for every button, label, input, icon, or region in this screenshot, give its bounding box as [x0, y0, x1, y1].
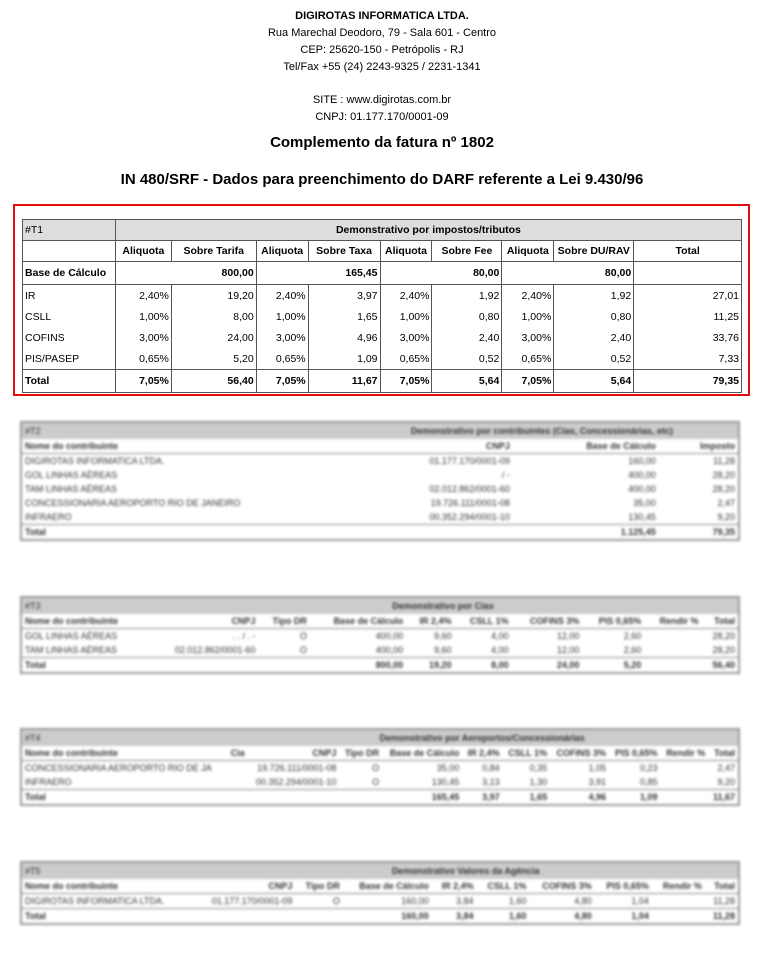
t1-caption: Demonstrativo por impostos/tributos [115, 220, 741, 241]
t5-caption: Demonstrativo Valores da Agência [193, 863, 738, 879]
t4-col-header: Rendir % [660, 746, 708, 761]
t1-base-total [634, 262, 742, 285]
t1-cell: 2,40% [380, 285, 432, 307]
t1-cell: 7,33 [634, 348, 742, 370]
t4-total-cell: 1,65 [503, 790, 551, 805]
t3-cell: 28,20 [712, 645, 735, 655]
t5-total-cell: 1,60 [477, 909, 530, 924]
t3-cell: . . / . - [232, 631, 256, 641]
t5-cell: 1,60 [508, 896, 527, 906]
t3-section [20, 596, 740, 674]
t4-total-cell: 3,97 [462, 790, 502, 805]
t1-total-cell: 5,64 [554, 370, 634, 393]
t5-total-cell: 3,84 [432, 909, 477, 924]
t3-cell: 4,00 [491, 645, 509, 655]
t1-total-cell: 7,05% [380, 370, 432, 393]
t1-base-fee: 80,00 [380, 262, 502, 285]
t1-cell: 2,40 [432, 327, 502, 348]
t4-cell: 2,47 [717, 763, 735, 773]
t2-cell: GOL LINHAS AÉREAS [25, 470, 118, 480]
t3-cell: O [299, 631, 307, 641]
t1-col-header: Aliquota [256, 241, 308, 262]
t4-cell: O [372, 763, 380, 773]
t3-col-header: Total [702, 614, 738, 629]
t3-total-cell: 19,20 [406, 658, 454, 673]
t3-col-header: CNPJ [148, 614, 258, 629]
t5-cell: DIGIROTAS INFORMATICA LTDA. [25, 896, 165, 906]
t3-total-cell [258, 658, 309, 673]
t2-col-header: CNPJ [346, 439, 513, 454]
t2-total-cell: 79,35 [659, 525, 738, 540]
t1-corner-cell [23, 241, 116, 262]
t2-caption-row [22, 423, 738, 439]
t2-cell: DIGIROTAS INFORMATICA LTDA. [25, 456, 165, 466]
t4-cell: 130,45 [431, 777, 460, 787]
t4-caption-row [22, 730, 738, 746]
t5-header-row [22, 879, 738, 894]
t5-cell: 1,04 [631, 896, 649, 906]
t4-col-header: COFINS 3% [550, 746, 609, 761]
t5-cell: O [332, 896, 340, 906]
t1-base-label: Base de Cálculo [23, 262, 116, 285]
t1-col-header: Total [634, 241, 742, 262]
t1-total-cell: 7,05% [502, 370, 554, 393]
t3-col-header: CSLL 1% [455, 614, 512, 629]
t2-caption: Demonstrativo por contribuintes (Cias, Concessionárias, etc) [346, 423, 738, 439]
t2-col-header: Nome do contribuinte [22, 439, 346, 454]
t5-total-cell: 4,80 [529, 909, 594, 924]
t3-col-header: COFINS 3% [512, 614, 583, 629]
t3-id: #T3 [22, 598, 148, 614]
t1-col-header: Sobre Fee [432, 241, 502, 262]
t4-total-cell [339, 790, 382, 805]
t1-cell: 1,92 [432, 285, 502, 307]
t2-cell: 02.012.862/0001-60 [429, 484, 510, 494]
t4-cell: 1,30 [529, 777, 548, 787]
t3-col-header: IR 2,4% [406, 614, 454, 629]
t5-col-header: PIS 0,65% [595, 879, 652, 894]
t1-cell: 1,00% [502, 306, 554, 327]
t4-cell: 19.726.111/0001-08 [257, 763, 337, 773]
t5-total-cell [652, 909, 705, 924]
t4-row [22, 775, 738, 790]
t1-cell: 0,80 [554, 306, 634, 327]
t3-cell: 2,60 [623, 631, 642, 641]
t1-cell: 0,80 [432, 306, 502, 327]
t4-cell [226, 775, 247, 790]
t5-col-header: Tipo DR [295, 879, 343, 894]
t4-cell [660, 775, 708, 790]
t2-total-cell: 1.125,45 [513, 525, 659, 540]
t2-cell: 28,20 [712, 470, 735, 480]
t3-row [22, 643, 738, 658]
t5-col-header: Total [705, 879, 738, 894]
t2-table [22, 423, 738, 539]
t2-cell: 130,45 [628, 512, 656, 522]
t4-cell: O [372, 777, 380, 787]
t4-cell: CONCESSIONARIA AEROPORTO RIO DE JA [25, 763, 212, 773]
t2-cell: 160,00 [628, 456, 656, 466]
t3-total-row [22, 658, 738, 673]
t2-header-row [22, 439, 738, 454]
company-phone: Tel/Fax +55 (24) 2243-9325 / 2231-1341 [283, 61, 481, 73]
t2-id: #T2 [22, 423, 346, 439]
t3-caption: Demonstrativo por Cias [148, 598, 738, 614]
t1-row-name: PIS/PASEP [23, 348, 116, 370]
t3-col-header: PIS 0,65% [582, 614, 644, 629]
t1-total-label: Total [23, 370, 116, 393]
t4-col-header: Nome do contribuinte [22, 746, 226, 761]
t3-row [22, 629, 738, 644]
t4-section [20, 728, 740, 806]
t1-cell: 27,01 [634, 285, 742, 307]
company-cnpj: CNPJ: 01.177.170/0001-09 [315, 111, 449, 123]
t1-cell: 3,00% [256, 327, 308, 348]
t4-row [22, 761, 738, 776]
t2-col-header: Base de Cálculo [513, 439, 659, 454]
t2-row [22, 468, 738, 482]
t3-cell: 9,60 [434, 631, 452, 641]
t1-cell: 1,92 [554, 285, 634, 307]
t3-total-cell: 56,40 [702, 658, 738, 673]
t1-cell: 5,20 [171, 348, 256, 370]
t3-cell: TAM LINHAS AÉREAS [25, 645, 117, 655]
company-site: SITE : www.digirotas.com.br [312, 94, 452, 106]
t1-cell: 0,52 [432, 348, 502, 370]
t2-row [22, 510, 738, 525]
t5-cell [652, 894, 705, 909]
t5-col-header: Nome do contribuinte [22, 879, 193, 894]
t5-col-header: Rendir % [652, 879, 705, 894]
t3-total-cell: Total [22, 658, 148, 673]
t1-total-cell: 79,35 [634, 370, 742, 393]
t2-section [20, 421, 740, 541]
t4-header-row [22, 746, 738, 761]
t3-caption-row [22, 598, 738, 614]
t1-col-header: Sobre Taxa [308, 241, 380, 262]
t1-total-cell: 11,67 [308, 370, 380, 393]
t4-col-header: IR 2,4% [462, 746, 502, 761]
t2-col-header: Imposto [659, 439, 738, 454]
t2-total-cell [346, 525, 513, 540]
t1-id: #T1 [23, 220, 116, 241]
t3-cell: 28,20 [712, 631, 735, 641]
t1-col-header: Sobre DU/RAV [554, 241, 634, 262]
t5-total-cell: 11,28 [705, 909, 738, 924]
t4-cell: 9,20 [717, 777, 735, 787]
t1-base-tarifa: 800,00 [115, 262, 256, 285]
t4-cell: 35,00 [436, 763, 460, 773]
t5-col-header: CNPJ [193, 879, 295, 894]
t4-col-header: Cia [226, 746, 247, 761]
t5-cell: 160,00 [401, 896, 429, 906]
t1-cell: 3,00% [502, 327, 554, 348]
t1-col-header: Sobre Tarifa [171, 241, 256, 262]
t4-cell: INFRAERO [25, 777, 72, 787]
t3-total-cell: 5,20 [582, 658, 644, 673]
t1-cell: 0,65% [502, 348, 554, 370]
t1-cell: 1,65 [308, 306, 380, 327]
t4-col-header: CSLL 1% [503, 746, 551, 761]
t3-cell: 12,00 [556, 631, 580, 641]
t1-cell: 11,25 [634, 306, 742, 327]
t1-row [23, 306, 742, 327]
t1-cell: 33,76 [634, 327, 742, 348]
t5-cell: 4,80 [574, 896, 592, 906]
t4-table [22, 730, 738, 804]
t2-cell: 35,00 [633, 498, 656, 508]
t5-total-cell: 1,04 [595, 909, 652, 924]
t5-col-header: IR 2,4% [432, 879, 477, 894]
t3-total-cell: 8,00 [455, 658, 512, 673]
t5-cell: 11,28 [713, 896, 735, 906]
t4-total-cell: 11,67 [708, 790, 738, 805]
t5-table [22, 863, 738, 923]
t1-cell: 0,65% [380, 348, 432, 370]
t4-cell: 3,91 [588, 777, 607, 787]
t4-cell [226, 761, 247, 776]
t5-total-cell [193, 909, 295, 924]
t3-cell: 12,00 [556, 645, 580, 655]
t2-cell: 19.726.111/0001-08 [430, 498, 510, 508]
t3-total-cell: 800,00 [310, 658, 406, 673]
t4-col-header: Total [708, 746, 738, 761]
t4-cell: 0,84 [482, 763, 500, 773]
t5-total-cell: 160,00 [343, 909, 432, 924]
t1-cell: 2,40% [502, 285, 554, 307]
t1-total-cell: 56,40 [171, 370, 256, 393]
t2-cell: 01.177.170/0001-09 [429, 456, 510, 466]
t1-row [23, 327, 742, 348]
t1-cell: 19,20 [171, 285, 256, 307]
t1-highlight-frame [13, 204, 750, 396]
t2-cell: 2,47 [717, 498, 735, 508]
t1-cell: 24,00 [171, 327, 256, 348]
t4-total-row [22, 790, 738, 805]
t5-col-header: COFINS 3% [529, 879, 594, 894]
t2-cell: 400,00 [628, 470, 656, 480]
t2-cell: 400,00 [628, 484, 656, 494]
t3-total-cell [148, 658, 258, 673]
t5-col-header: Base de Cálculo [343, 879, 432, 894]
t3-cell: 400,00 [375, 631, 404, 641]
t1-cell: 3,00% [380, 327, 432, 348]
t3-col-header: Tipo DR [258, 614, 309, 629]
t4-total-cell [660, 790, 708, 805]
t5-row [22, 894, 738, 909]
t5-total-row [22, 909, 738, 924]
t5-cell: 3,84 [456, 896, 474, 906]
t2-total-row [22, 525, 738, 540]
company-header [0, 10, 764, 128]
t2-cell: TAM LINHAS AÉREAS [25, 484, 117, 494]
t1-cell: 0,52 [554, 348, 634, 370]
t4-total-cell [248, 790, 340, 805]
t4-col-header: PIS 0,65% [609, 746, 660, 761]
t4-cell: 1,05 [588, 763, 607, 773]
t1-cell: 1,00% [115, 306, 171, 327]
t1-row-name: IR [23, 285, 116, 307]
t3-table [22, 598, 738, 672]
t2-total-cell: Total [22, 525, 346, 540]
t3-cell: 2,60 [623, 645, 642, 655]
t4-id: #T4 [22, 730, 226, 746]
t3-cell: 4,00 [491, 631, 509, 641]
t3-cell: GOL LINHAS AÉREAS [25, 631, 118, 641]
t3-header-row [22, 614, 738, 629]
t4-col-header: CNPJ [248, 746, 340, 761]
company-cep: CEP: 25620-150 - Petrópolis - RJ [300, 44, 464, 56]
t1-cell: 1,00% [380, 306, 432, 327]
t1-base-taxa: 165,45 [256, 262, 380, 285]
t3-cell: O [299, 645, 307, 655]
t3-cell: 02.012.862/0001-60 [174, 645, 256, 655]
t4-total-cell [226, 790, 247, 805]
t2-cell: 00.352.294/0001-10 [429, 512, 510, 522]
t4-cell: 0,23 [639, 763, 658, 773]
t4-cell: 0,85 [639, 777, 658, 787]
t4-col-header: Base de Cálculo [382, 746, 462, 761]
t4-cell: 3,13 [482, 777, 500, 787]
t1-cell: 4,96 [308, 327, 380, 348]
t2-row [22, 496, 738, 510]
t1-total-cell: 7,05% [256, 370, 308, 393]
t5-col-header: CSLL 1% [477, 879, 530, 894]
t1-row [23, 348, 742, 370]
t1-cell: 2,40% [115, 285, 171, 307]
page-title: Complemento da fatura nº 1802 [270, 134, 494, 151]
t2-cell: / - [501, 470, 510, 480]
t4-cell [660, 761, 708, 776]
t1-row-name: CSLL [23, 306, 116, 327]
t1-col-header: Aliquota [380, 241, 432, 262]
t3-total-cell: 24,00 [512, 658, 583, 673]
t1-cell: 3,97 [308, 285, 380, 307]
t3-total-cell [644, 658, 701, 673]
t2-row [22, 454, 738, 469]
t4-caption: Demonstrativo por Aeroportos/Concessionárias [226, 730, 738, 746]
t4-total-cell: 4,96 [550, 790, 609, 805]
t3-cell: 9,60 [434, 645, 452, 655]
t2-cell: 9,20 [717, 512, 735, 522]
company-name: DIGIROTAS INFORMATICA LTDA. [295, 10, 469, 22]
t3-col-header: Nome do contribuinte [22, 614, 148, 629]
t5-total-cell: Total [22, 909, 193, 924]
company-address: Rua Marechal Deodoro, 79 - Sala 601 - Centro [267, 27, 497, 39]
t2-cell: INFRAERO [25, 512, 72, 522]
t1-cell: 1,00% [256, 306, 308, 327]
t5-id: #T5 [22, 863, 193, 879]
t1-row [23, 285, 742, 307]
t3-cell [644, 643, 701, 658]
t1-cell: 2,40 [554, 327, 634, 348]
t2-cell: 28,20 [712, 484, 735, 494]
t3-cell: 400,00 [375, 645, 404, 655]
t5-caption-row [22, 863, 738, 879]
t1-total-cell: 7,05% [115, 370, 171, 393]
t3-cell [644, 629, 701, 644]
t5-cell: 01.177.170/0001-09 [211, 896, 293, 906]
t5-total-cell [295, 909, 343, 924]
t3-col-header: Rendir % [644, 614, 701, 629]
t4-total-cell: Total [22, 790, 226, 805]
t2-cell: CONCESSIONARIA AEROPORTO RIO DE JANEIRO [25, 498, 241, 508]
t2-cell: 11,28 [713, 456, 735, 466]
t1-cell: 0,65% [256, 348, 308, 370]
t4-total-cell: 165,45 [382, 790, 462, 805]
t3-col-header: Base de Cálculo [310, 614, 406, 629]
t1-row-name: COFINS [23, 327, 116, 348]
t1-cell: 2,40% [256, 285, 308, 307]
t4-cell: 00.352.294/0001-10 [255, 777, 337, 787]
t1-col-header: Aliquota [502, 241, 554, 262]
t2-row [22, 482, 738, 496]
t4-total-cell: 1,09 [609, 790, 660, 805]
t1-tax-table [22, 219, 742, 393]
t4-cell: 0,35 [529, 763, 548, 773]
t4-col-header: Tipo DR [339, 746, 382, 761]
page-subtitle: IN 480/SRF - Dados para preenchimento do DARF referente a Lei 9.430/96 [120, 171, 644, 188]
t1-cell: 3,00% [115, 327, 171, 348]
t1-cell: 0,65% [115, 348, 171, 370]
t1-cell: 8,00 [171, 306, 256, 327]
t1-total-cell: 5,64 [432, 370, 502, 393]
t1-cell: 1,09 [308, 348, 380, 370]
t1-col-header: Aliquota [115, 241, 171, 262]
t1-base-durav: 80,00 [502, 262, 634, 285]
t5-section [20, 861, 740, 925]
